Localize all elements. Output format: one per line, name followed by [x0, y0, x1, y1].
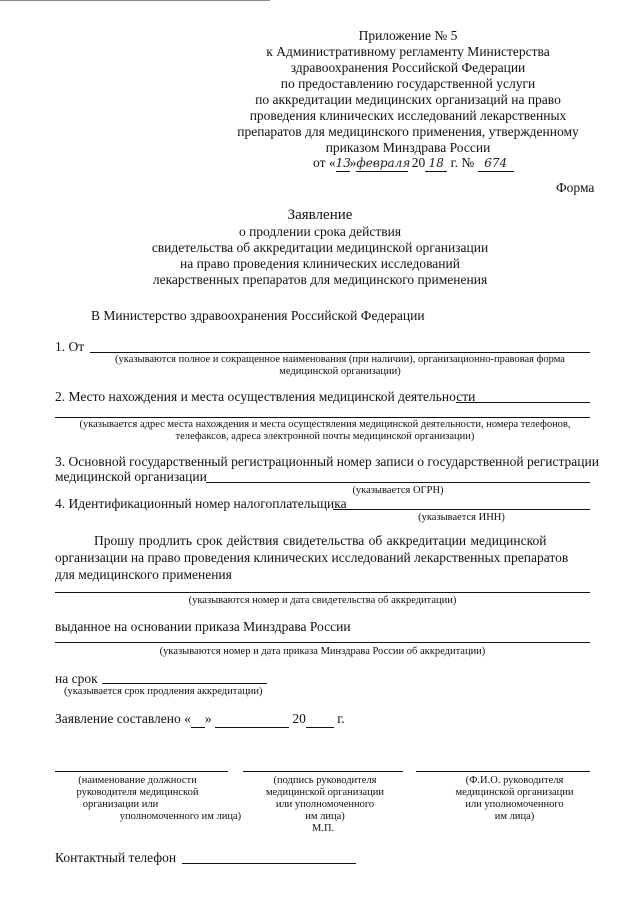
issued-label: выданное на основании приказа Минздрава России	[55, 619, 351, 634]
item4-hint: (указывается ИНН)	[418, 512, 505, 523]
composed-year-field[interactable]	[306, 711, 334, 728]
title-line: свидетельства об аккредитации медицинской организации	[151, 240, 489, 255]
item1-hint: (указываются полное и сокращенное наименования (при наличии), организационно-правовая форма	[115, 354, 565, 365]
signature-hint-position: руководителя медицинской	[76, 787, 199, 798]
signature-hint-name: или уполномоченного	[465, 799, 564, 810]
term-hint: (указывается срок продления аккредитации)	[64, 686, 263, 697]
item1-field[interactable]	[90, 352, 590, 353]
issued-field[interactable]	[55, 642, 590, 643]
item2-hint: (указывается адрес места нахождения и места осуществления медицинской деятельности, номера телефонов,	[79, 419, 571, 430]
item3-hint: (указывается ОГРН)	[352, 485, 444, 496]
order-year: 18	[425, 155, 447, 172]
contact-phone-field[interactable]	[182, 863, 356, 864]
item2-field-2[interactable]	[55, 417, 590, 418]
item1-hint: медицинской организации)	[279, 366, 401, 377]
position-field[interactable]	[55, 771, 228, 772]
scan-top-border	[0, 0, 270, 1]
signature-hint-sign: или уполномоченного	[275, 799, 375, 810]
item2-hint: телефаксов, адреса электронной почты медицинской организации)	[175, 431, 475, 442]
order-year-prefix: 20	[411, 155, 426, 170]
header-line: здравоохранения Российской Федерации	[290, 60, 526, 75]
term-label: на срок	[55, 671, 98, 686]
signature-hint-position: уполномоченного им лица)	[119, 811, 242, 822]
header-line: к Административному регламенту Министерства	[266, 44, 550, 59]
name-field[interactable]	[416, 771, 590, 772]
form-label: Форма	[556, 180, 595, 195]
request-line: организации на право проведения клинических исследований лекарственных препаратов	[55, 550, 569, 565]
composed-prefix: Заявление составлено «	[55, 711, 191, 726]
header-line: приказом Минздрава России	[325, 140, 491, 155]
header-line: Приложение № 5	[358, 28, 458, 43]
order-line	[313, 155, 514, 172]
request-line: для медицинского применения	[55, 567, 232, 582]
item2-field[interactable]	[456, 402, 590, 403]
signature-field[interactable]	[243, 771, 403, 772]
signature-hint-position: организации или	[82, 799, 159, 810]
header-line: по предоставлению государственной услуги	[280, 76, 536, 91]
title-line: лекарственных препаратов для медицинского применения	[152, 272, 488, 287]
item2-label: 2. Место нахождения и места осуществления медицинской деятельности	[55, 389, 476, 404]
item4-field[interactable]	[333, 509, 590, 510]
composed-year-prefix: 20	[292, 711, 306, 726]
issued-hint: (указываются номер и дата приказа Минздрава России об аккредитации)	[159, 646, 486, 657]
stamp-label: М.П.	[312, 823, 335, 834]
composed-mid: »	[204, 711, 212, 726]
signature-hint-sign: медицинской организации	[265, 787, 385, 798]
order-number: 674	[478, 155, 514, 172]
item4-label: 4. Идентификационный номер налогоплательщика	[55, 496, 347, 511]
header-line: препаратов для медицинского применения, утвержденному	[237, 124, 579, 139]
signature-hint-position: (наименование должности	[78, 775, 197, 786]
composed-day-field[interactable]	[191, 711, 205, 728]
signature-hint-name: им лица)	[494, 811, 535, 822]
order-prefix: от «	[313, 155, 336, 170]
item1-label: 1. От	[55, 339, 85, 354]
order-month: февраля	[356, 156, 411, 170]
title-line: на право проведения клинических исследований	[180, 256, 460, 271]
item3-field[interactable]	[206, 482, 590, 483]
signature-hint-sign: (подпись руководителя	[273, 775, 377, 786]
title-line: о продлении срока действия	[238, 224, 402, 239]
header-line: по аккредитации медицинских организаций на право	[255, 92, 561, 107]
composed-line	[55, 711, 345, 728]
composed-suffix: г.	[337, 711, 345, 726]
certificate-field[interactable]	[55, 592, 590, 593]
certificate-hint: (указываются номер и дата свидетельства об аккредитации)	[188, 595, 457, 606]
order-day: 13	[335, 156, 351, 170]
signature-hint-name: медицинской организации	[455, 787, 574, 798]
item3-label: 3. Основной государственный регистрационный номер записи о государственной регистрации	[55, 454, 599, 469]
addressee: В Министерство здравоохранения Российской Федерации	[91, 308, 425, 323]
order-mid: »	[349, 155, 357, 170]
header-line: проведения клинических исследований лекарственных	[249, 108, 567, 123]
title-main: Заявление	[287, 207, 353, 223]
request-line: Прошу продлить срок действия свидетельства об аккредитации медицинской	[94, 533, 547, 548]
item3-label: медицинской организации	[55, 469, 207, 484]
order-suffix: г. №	[447, 155, 475, 170]
composed-month-field[interactable]	[215, 711, 289, 728]
signature-hint-name: (Ф.И.О. руководителя	[465, 775, 564, 786]
signature-hint-sign: им лица)	[305, 811, 345, 822]
term-field[interactable]	[102, 683, 267, 684]
contact-label: Контактный телефон	[55, 850, 177, 865]
